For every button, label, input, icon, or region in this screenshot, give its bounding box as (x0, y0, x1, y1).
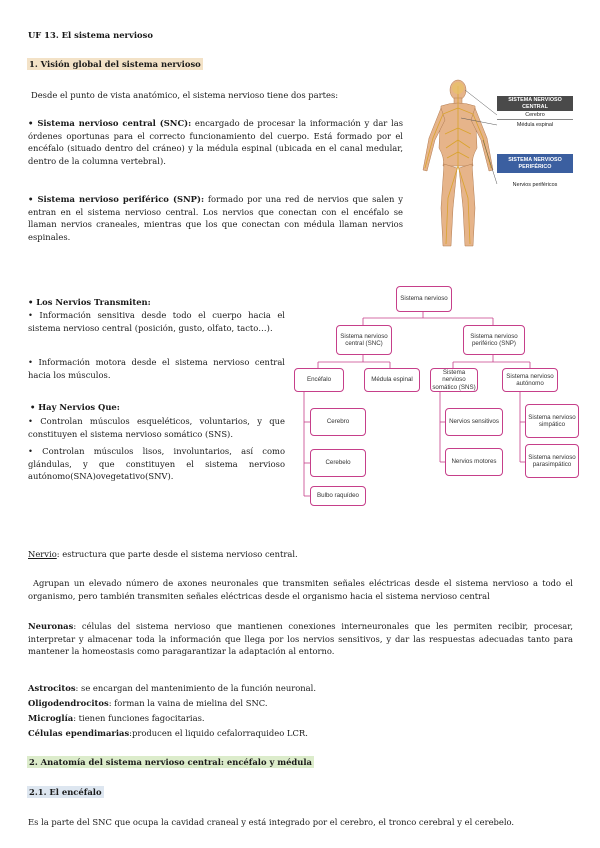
sna-node: Sistema nervioso autónomo (502, 368, 558, 392)
snp-node: Sistema nervioso periférico (SNP) (463, 325, 525, 355)
hay-item-2: • Controlan músculos lisos, involuntarios, así como glándulas, y que constituyen el sistema nervioso autónomo(SNA)ovegetativo(SNV). (28, 446, 285, 481)
snp-paragraph: • Sistema nervioso periférico (SNP): formado por una red de nervios que salen y entran en el sistema nervioso central. Los nervios que conectan con el encéfalo se llaman nervios craneales, mientras que los que conectan con médula llaman nervios espinales. (28, 194, 403, 242)
transmit-title: • Los Nervios Transmiten: (28, 297, 151, 307)
medula-node: Médula espinal (364, 368, 420, 392)
oligodendrocitos-line: Oligodendrocitos: forman la vaina de mielina del SNC. (28, 698, 268, 708)
neuronas-paragraph: Neuronas: células del sistema nervioso que mantienen conexiones interneuronales que les permiten recibir, procesar, interpretar y almacenar toda la información que llega por los nervios sensitivos, y dar las respuestas adecuadas tanto para mantener la homeostasis como paragarantizar la adaptación al entorno. (28, 621, 573, 656)
astrocitos-line: Astrocitos: se encargan del mantenimiento de la función neuronal. (28, 683, 316, 693)
encefalo-paragraph: Es la parte del SNC que ocupa la cavidad craneal y está integrado por el cerebro, el tronco cerebral y el cerebelo. (28, 817, 515, 827)
transmit-item-1: • Información sensitiva desde todo el cuerpo hacia el sistema nervioso central (posición, gusto, olfato, tacto…). (28, 310, 285, 333)
nervio-definition: Nervio: estructura que parte desde el sistema nervioso central. (28, 549, 298, 559)
section-heading-1: 1. Visión global del sistema nervioso (29, 59, 201, 69)
microglia-line: Microglía: tienen funciones fagocitarias. (28, 713, 205, 723)
diagram-connectors (290, 280, 580, 515)
sns-node: Sistema nervioso somático (SNS) (430, 368, 478, 392)
hay-item-1: • Controlan músculos esqueléticos, voluntarios, y que constituyen el sistema nervioso somático (SNS). (28, 416, 285, 439)
root-node: Sistema nervioso (396, 286, 452, 312)
simpatico-node: Sistema nervioso simpático (525, 404, 579, 438)
cerebelo-node: Cerebelo (310, 449, 366, 477)
agrupan-paragraph: Agrupan un elevado número de axones neuronales que transmiten señales eléctricas desde el sistema nervioso a todo el organismo, pero también transmiten señales eléctricas desde el organismo hacia el sistema nervioso central (28, 578, 573, 601)
transmit-item-2: • Información motora desde el sistema nervioso central hacia los músculos. (28, 357, 285, 380)
snc-node: Sistema nervioso central (SNC) (336, 325, 392, 355)
page-title: UF 13. El sistema nervioso (28, 30, 153, 40)
motores-node: Nervios motores (445, 448, 503, 476)
parasimpatico-node: Sistema nervioso parasimpático (525, 444, 579, 478)
snc-tag: SISTEMA NERVIOSO CENTRAL (497, 96, 573, 111)
snc-paragraph: • Sistema nervioso central (SNC): encargado de procesar la información y dar las órdenes oportunas para el correcto funcionamiento del cuerpo. Está formado por el encéfalo (situado dentro del cráneo) y la médula espinal (ubicada en el canal medular, dentro de la columna vertebral). (28, 118, 403, 166)
encefalo-node: Encéfalo (294, 368, 344, 392)
nervous-system-figure (413, 78, 573, 250)
nervous-system-diagram (290, 280, 580, 515)
sensitivos-node: Nervios sensitivos (445, 408, 503, 436)
section-heading-2-1: 2.1. El encéfalo (29, 787, 102, 797)
hay-title: • Hay Nervios Que: (30, 402, 120, 412)
section-heading-2: 2. Anatomía del sistema nervioso central: encéfalo y médula (29, 757, 312, 767)
intro-text: Desde el punto de vista anatómico, el sistema nervioso tiene dos partes: (31, 90, 339, 100)
cerebro-node: Cerebro (310, 408, 366, 436)
figure-leader-lines (413, 78, 573, 250)
nervios-label: Nervios periféricos (512, 182, 558, 188)
ependimarias-line: Células ependimarias:producen el liquido cefalorraquideo LCR. (28, 728, 308, 738)
bulbo-node: Bulbo raquídeo (310, 486, 366, 506)
medula-label: Médula espinal (516, 122, 554, 128)
snp-tag: SISTEMA NERVIOSO PERIFÉRICO (497, 154, 573, 173)
cerebro-label: Cerebro (497, 112, 573, 120)
